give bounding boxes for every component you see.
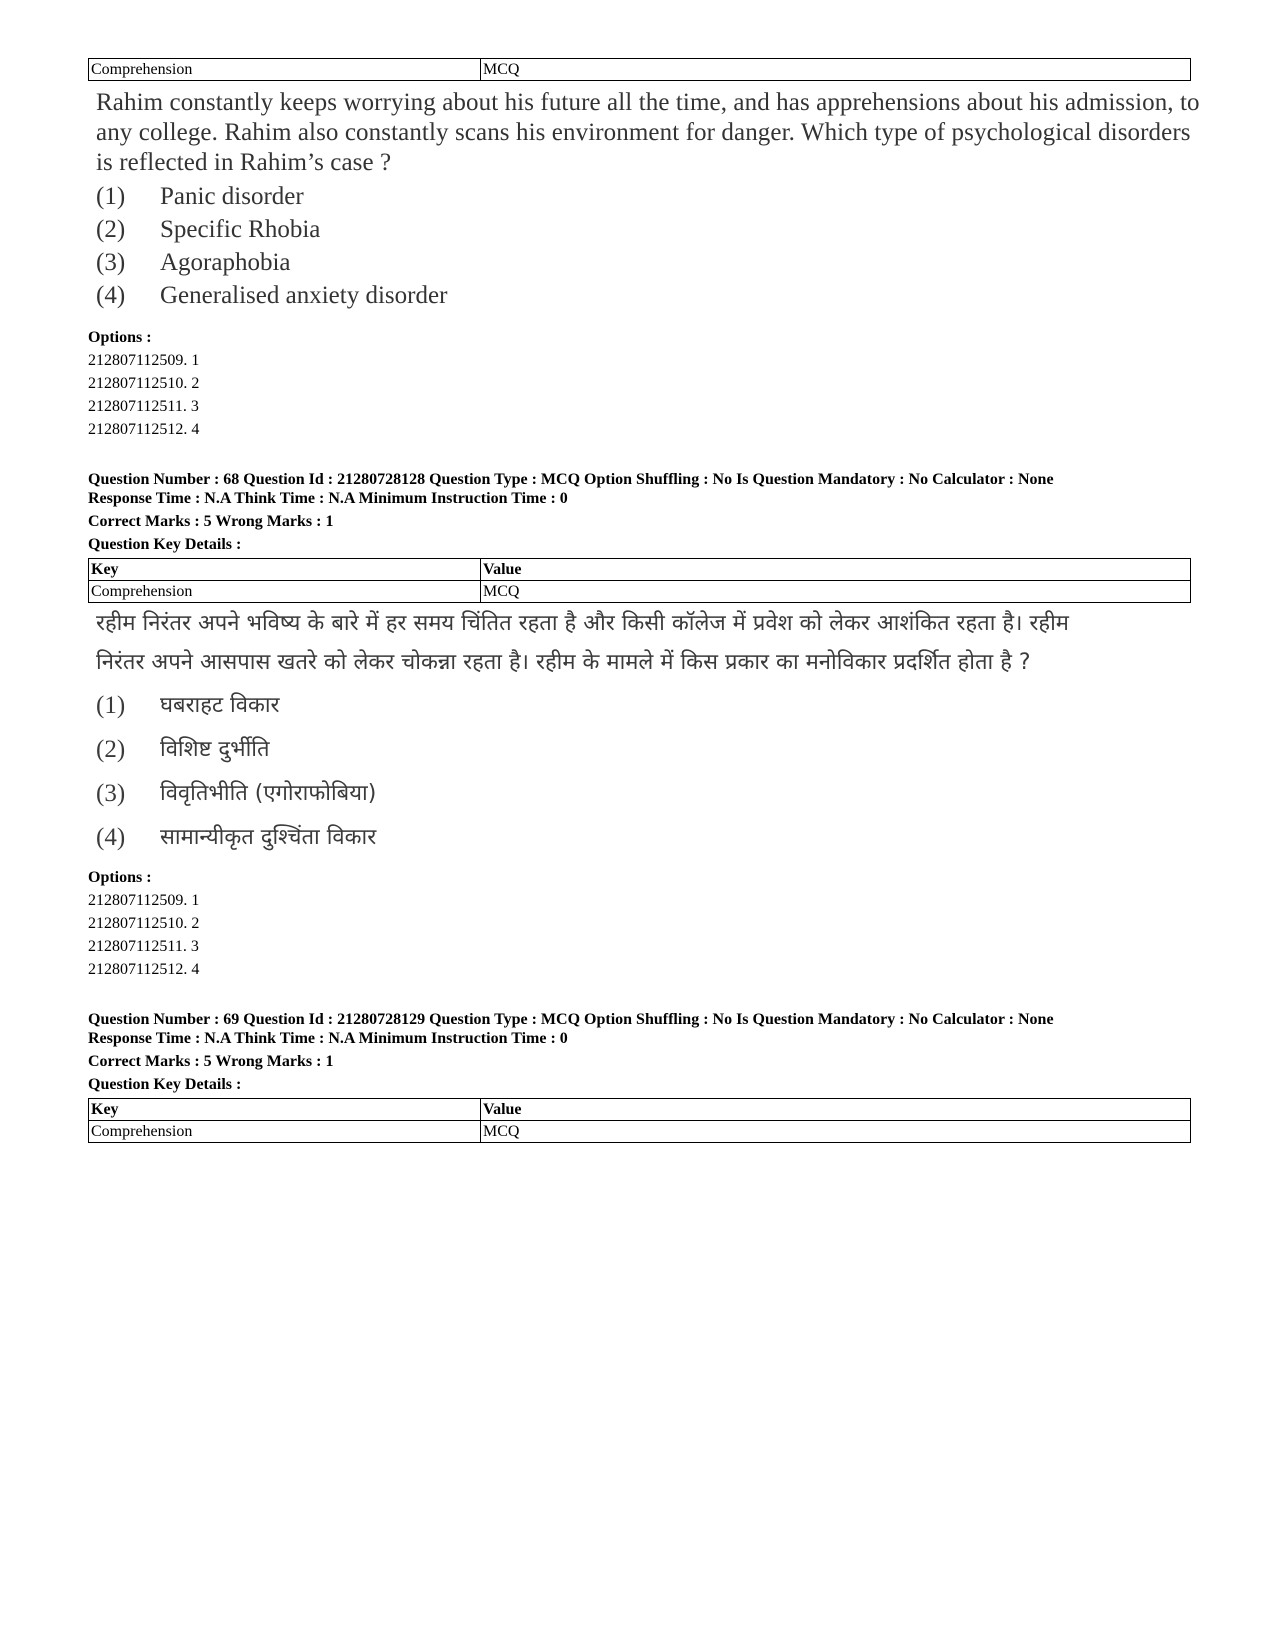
table-cell-key: Comprehension [89,581,481,603]
key-details-label: Question Key Details : [88,1076,242,1093]
table-cell-value: MCQ [481,59,1191,81]
question-meta-line: Question Number : 69 Question Id : 21280728129 Question Type : MCQ Option Shuffling : No Is Question Mandatory : No Calculator : None [88,1011,1054,1028]
list-item: 212807112511. 3 [88,398,199,415]
list-item: (2) विशिष्ट दुर्भीति [96,736,270,763]
question-stem: निरंतर अपने आसपास खतरे को लेकर चोकन्ना रहता है। रहीम के मामले में किस प्रकार का मनोविकार प्रदर्शित होता है ? [96,650,1031,675]
options-list-68 [88,866,1191,981]
list-item: (1) घबराहट विकार [96,692,280,719]
table-row [89,1121,1191,1143]
question-meta-line: Question Number : 68 Question Id : 21280728128 Question Type : MCQ Option Shuffling : No Is Question Mandatory : No Calculator : None [88,471,1054,488]
list-item: 212807112512. 4 [88,961,200,978]
options-list-67 [88,326,1191,441]
key-table [88,1098,1191,1143]
question-meta-line: Response Time : N.A Think Time : N.A Minimum Instruction Time : 0 [88,490,568,507]
table-header-value: Value [481,559,1191,581]
table-row [89,59,1191,81]
list-item: 212807112510. 2 [88,915,200,932]
list-item: 212807112510. 2 [88,375,200,392]
marks-line: Correct Marks : 5 Wrong Marks : 1 [88,1053,334,1070]
question-meta-line: Response Time : N.A Think Time : N.A Minimum Instruction Time : 0 [88,1030,568,1047]
table-cell-value: MCQ [481,1121,1191,1143]
table-header-row [89,1099,1191,1121]
question-68-header [88,470,1191,603]
list-item: (2) Specific Rhobia [96,216,321,243]
question-67-image [96,88,1206,312]
table-cell-key: Comprehension [89,1121,481,1143]
key-table [88,558,1191,603]
list-item: (4) Generalised anxiety disorder [96,282,448,309]
key-details-label: Question Key Details : [88,536,242,553]
table-header-row [89,559,1191,581]
question-stem: Rahim constantly keeps worrying about his future all the time, and has apprehensions about his admission, to any college. Rahim also constantly scans his environment for danger. Which type of psychological disorders is reflected in Rahim’s case ? [96,89,1200,176]
question-68-image [96,604,1206,860]
list-item: 212807112509. 1 [88,892,200,909]
table-cell-key: Comprehension [89,59,481,81]
options-label: Options : [88,869,152,886]
top-key-table [88,58,1191,81]
question-69-header [88,1010,1191,1143]
question-stem: रहीम निरंतर अपने भविष्य के बारे में हर समय चिंतित रहता है और किसी कॉलेज में प्रवेश को लेकर आशंकित रहता है। रहीम [96,611,1069,636]
list-item: (3) विवृतिभीति (एगोराफोबिया) [96,780,377,807]
list-item: (1) Panic disorder [96,183,304,210]
list-item: (3) Agoraphobia [96,249,291,276]
table-row [89,581,1191,603]
question-options-list [96,684,1206,860]
question-options-list [96,180,1206,312]
table-header-key: Key [89,559,481,581]
list-item: 212807112512. 4 [88,421,200,438]
marks-line: Correct Marks : 5 Wrong Marks : 1 [88,513,334,530]
table-header-key: Key [89,1099,481,1121]
table-header-value: Value [481,1099,1191,1121]
table-cell-value: MCQ [481,581,1191,603]
list-item: 212807112509. 1 [88,352,200,369]
list-item: (4) सामान्यीकृत दुश्चिंता विकार [96,824,377,851]
options-label: Options : [88,329,152,346]
list-item: 212807112511. 3 [88,938,199,955]
